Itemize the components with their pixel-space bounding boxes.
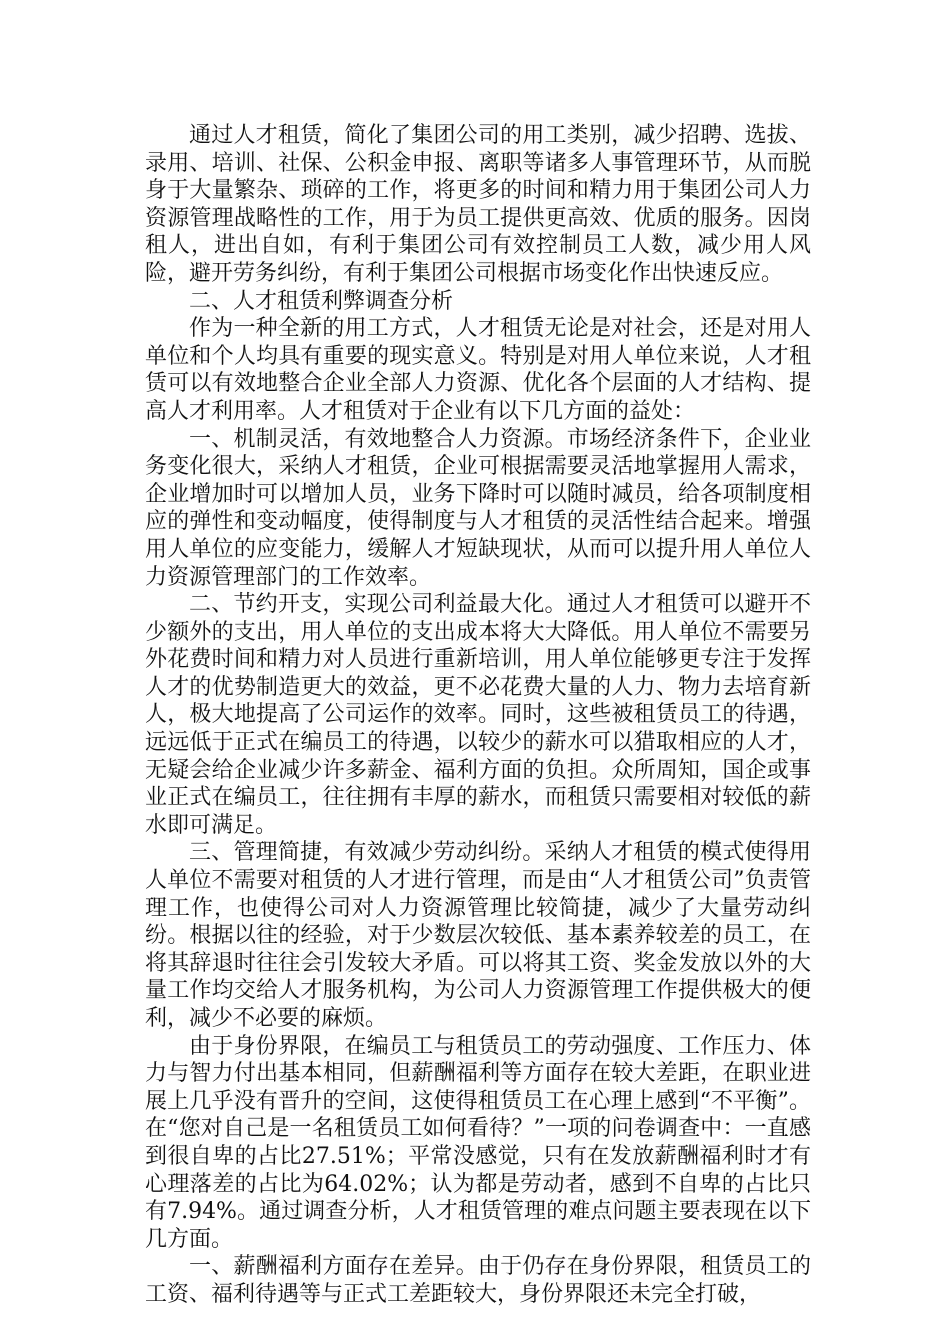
paragraph-7: 一、薪酬福利方面存在差异。由于仍存在身份界限，租赁员工的工资、福利待遇等与正式工差距较大，身份界限还未完全打破， bbox=[145, 1254, 811, 1307]
paragraph-5: 三、管理简捷，有效减少劳动纠纷。采纳人才租赁的模式使得用人单位不需要对租赁的人才进行管理，而是由“人才租赁公司”负责管理工作，也使得公司对人力资源管理比较简捷，减少了大量劳动纠纷。根据以往的经验，对于少数层次较低、基本素养较差的员工，在将其辞退时往往会引发较大矛盾。可以将其工资、奖金发放以外的大量工作均交给人才服务机构，为公司人力资源管理工作提供极大的便利，减少不必要的麻烦。 bbox=[145, 840, 811, 1031]
paragraph-4: 二、节约开支，实现公司利益最大化。通过人才租赁可以避开不少额外的支出，用人单位的支出成本将大大降低。用人单位不需要另外花费时间和精力对人员进行重新培训，用人单位能够更专注于发挥人才的优势制造更大的效益，更不必花费大量的人力、物力去培育新人，极大地提高了公司运作的效率。同时，这些被租赁员工的待遇，远远低于正式在编员工的待遇，以较少的薪水可以猎取相应的人才，无疑会给企业减少许多薪金、福利方面的负担。众所周知，国企或事业正式在编员工，往往拥有丰厚的薪水，而租赁只需要相对较低的薪水即可满足。 bbox=[145, 592, 811, 838]
paragraph-2: 作为一种全新的用工方式，人才租赁无论是对社会，还是对用人单位和个人均具有重要的现实意义。特别是对用人单位来说，人才租赁可以有效地整合企业全部人力资源、优化各个层面的人才结构、提高人才利用率。人才租赁对于企业有以下几方面的益处： bbox=[145, 316, 811, 424]
section-heading: 二、人才租赁利弊调查分析 bbox=[189, 288, 454, 314]
paragraph-3: 一、机制灵活，有效地整合人力资源。市场经济条件下，企业业务变化很大，采纳人才租赁，企业可根据需要灵活地掌握用人需求，企业增加时可以增加人员，业务下降时可以随时减员，给各项制度相应的弹性和变动幅度，使得制度与人才租赁的灵活性结合起来。增强用人单位的应变能力，缓解人才短缺现状，从而可以提升用人单位人力资源管理部门的工作效率。 bbox=[145, 426, 811, 590]
document-body bbox=[145, 122, 811, 1309]
paragraph-1: 通过人才租赁，简化了集团公司的用工类别，减少招聘、选拔、录用、培训、社保、公积金申报、离职等诸多人事管理环节，从而脱身于大量繁杂、琐碎的工作，将更多的时间和精力用于集团公司人力资源管理战略性的工作，用于为员工提供更高效、优质的服务。因岗租人，进出自如，有利于集团公司有效控制员工人数，减少用人风险，避开劳务纠纷，有利于集团公司根据市场变化作出快速反应。 bbox=[145, 123, 811, 286]
paragraph-6: 由于身份界限，在编员工与租赁员工的劳动强度、工作压力、体力与智力付出基本相同，但薪酬福利等方面存在较大差距，在职业进展上几乎没有晋升的空间，这使得租赁员工在心理上感到“不平衡”。在“您对自己是一名租赁员工如何看待？”一项的问卷调查中：一直感到很自卑的占比27.51%；平常没感觉，只有在发放薪酬福利时才有心理落差的占比为64.02%；认为都是劳动者，感到不自卑的占比只有7.94%。通过调查分析，人才租赁管理的难点问题主要表现在以下几方面。 bbox=[145, 1033, 811, 1252]
